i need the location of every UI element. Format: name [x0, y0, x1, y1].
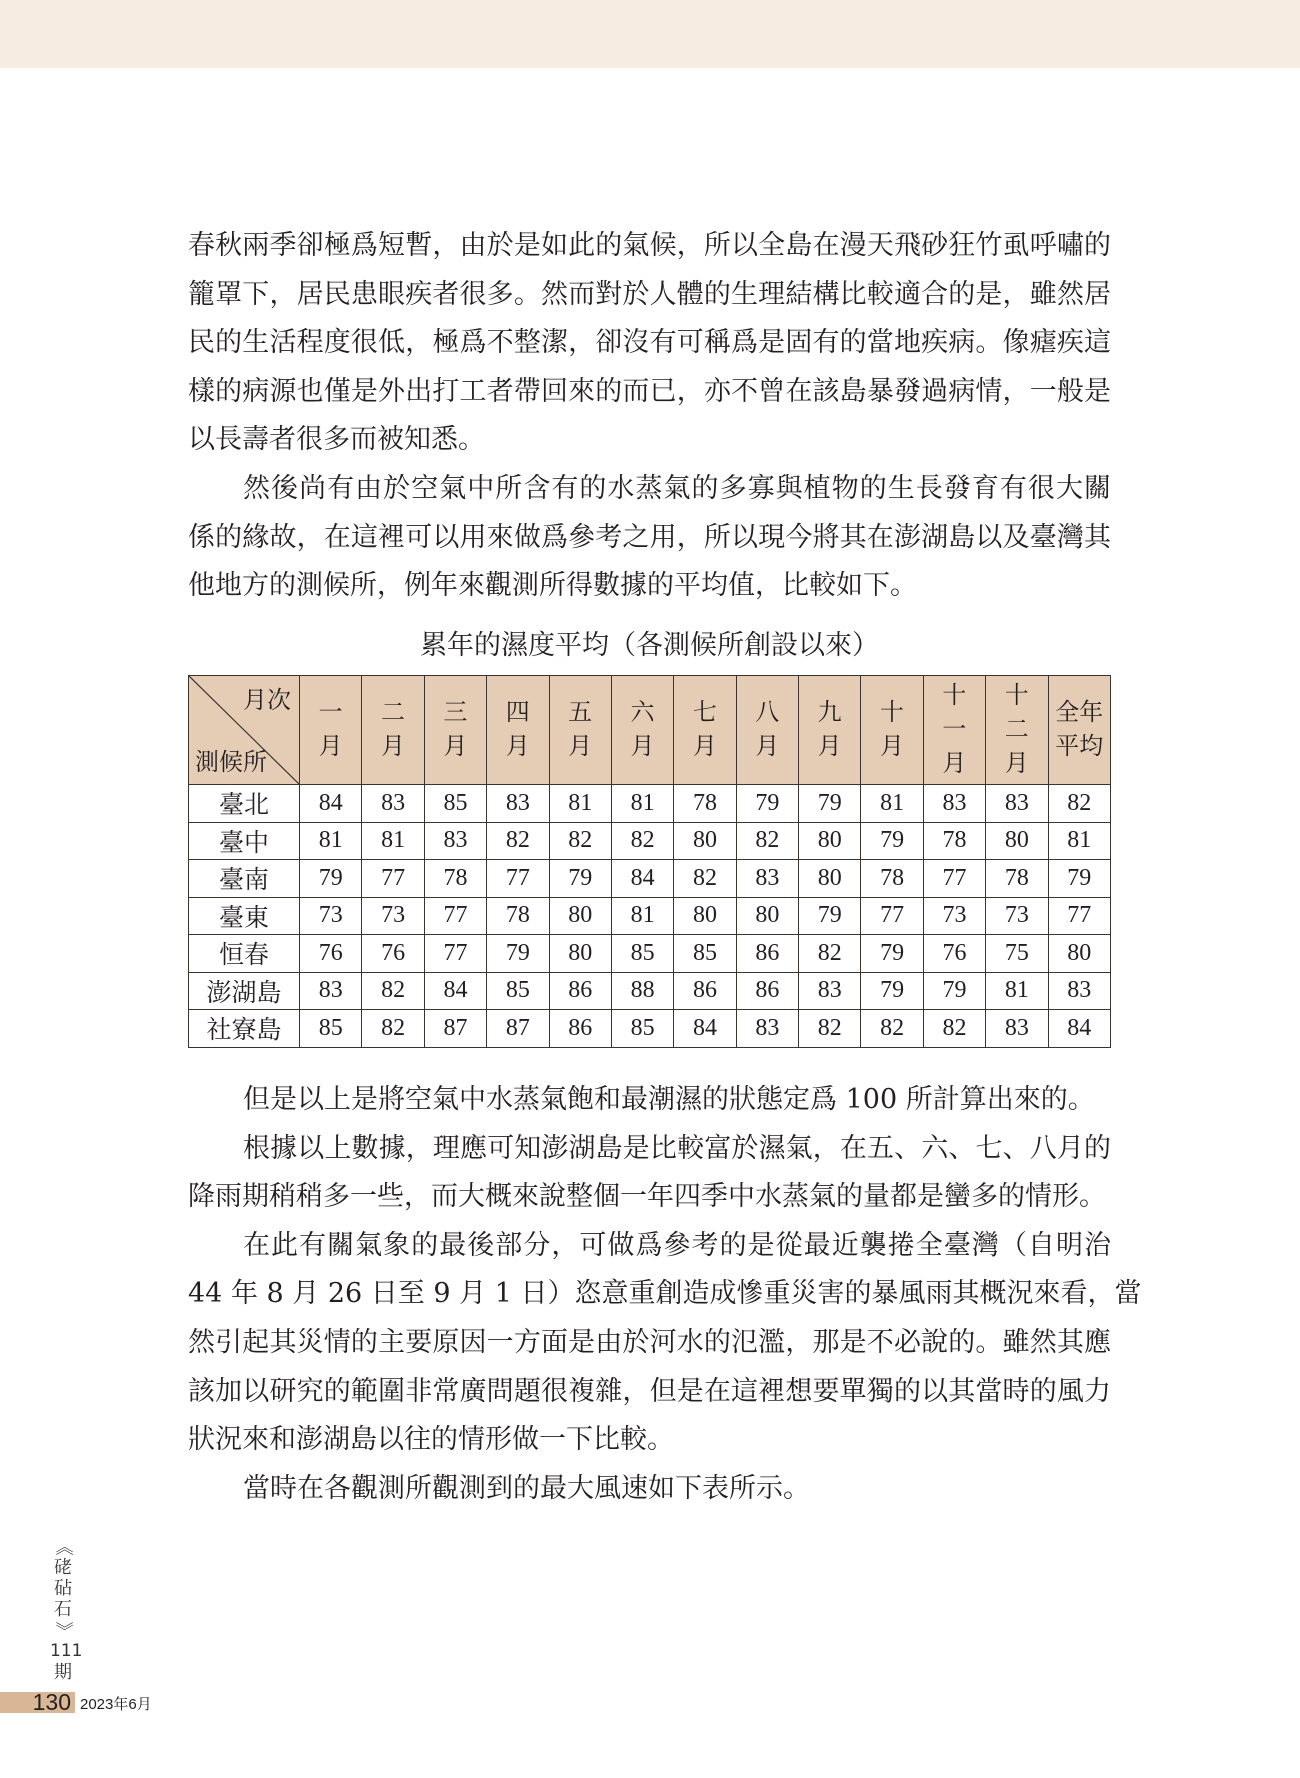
station-name: 臺中: [189, 822, 300, 860]
humidity-value: 76: [362, 935, 424, 973]
humidity-value: 80: [674, 897, 736, 935]
column-header-label: 六月: [630, 700, 655, 760]
column-header: [799, 676, 861, 785]
humidity-value: 77: [1048, 897, 1111, 935]
table-row: [189, 785, 1111, 823]
column-header: [923, 676, 985, 785]
humidity-value: 79: [736, 785, 798, 823]
column-header-label: 全年平均: [1055, 700, 1104, 760]
issue-suffix: 期: [54, 1662, 72, 1683]
corner-month-label: 月次: [243, 688, 291, 714]
humidity-value: 86: [736, 935, 798, 973]
text-line: 然引起其災情的主要原因一方面是由於河水的氾濫，那是不必說的。雖然其應: [188, 1326, 1111, 1358]
column-header-label: 四月: [505, 700, 530, 760]
humidity-value: 84: [1048, 1010, 1111, 1048]
humidity-value: 81: [1048, 822, 1111, 860]
humidity-value: 73: [923, 897, 985, 935]
column-header-label: 八月: [755, 700, 780, 760]
table-row: [189, 897, 1111, 935]
humidity-value: 79: [549, 860, 611, 898]
humidity-value: 73: [362, 897, 424, 935]
station-name: 臺南: [189, 860, 300, 898]
humidity-value: 82: [611, 822, 673, 860]
humidity-value: 76: [300, 935, 362, 973]
column-header-label: 九月: [817, 700, 842, 760]
journal-title-char: 砧: [54, 1578, 72, 1599]
humidity-value: 75: [986, 935, 1048, 973]
corner-station-label: 測候所: [195, 750, 267, 776]
paragraph: [188, 1125, 1111, 1222]
humidity-value: 83: [986, 1010, 1048, 1048]
humidity-value: 83: [799, 972, 861, 1010]
humidity-value: 79: [861, 972, 923, 1010]
humidity-value: 85: [300, 1010, 362, 1048]
humidity-value: 82: [799, 1010, 861, 1048]
column-header: [674, 676, 736, 785]
humidity-value: 82: [736, 822, 798, 860]
humidity-value: 77: [424, 935, 486, 973]
text-line: 春秋兩季卻極爲短暫，由於是如此的氣候，所以全島在漫天飛砂狂竹虱呼嘯的: [188, 230, 1111, 261]
text-line: 然後尚有由於空氣中所含有的水蒸氣的多寡與植物的生長發育有很大關: [243, 472, 1111, 504]
humidity-value: 77: [487, 860, 549, 898]
column-header-label: 十月: [880, 700, 905, 760]
journal-title-char: 硓: [54, 1557, 72, 1578]
humidity-value: 84: [674, 1010, 736, 1048]
humidity-value: 79: [861, 935, 923, 973]
humidity-value: 79: [300, 860, 362, 898]
humidity-value: 81: [861, 785, 923, 823]
humidity-value: 79: [923, 972, 985, 1010]
text-line: 但是以上是將空氣中水蒸氣飽和最潮濕的狀態定爲 100 所計算出來的。: [243, 1084, 1095, 1115]
humidity-value: 80: [799, 860, 861, 898]
table-header-row: [189, 676, 1111, 785]
paragraph: [188, 222, 1111, 465]
humidity-value: 83: [736, 860, 798, 898]
humidity-value: 80: [986, 822, 1048, 860]
station-name: 社寮島: [189, 1010, 300, 1048]
body-text-after-table: [188, 1076, 1142, 1513]
humidity-value: 87: [424, 1010, 486, 1048]
humidity-value: 84: [300, 785, 362, 823]
humidity-value: 79: [799, 785, 861, 823]
text-line: 當時在各觀測所觀測到的最大風速如下表所示。: [243, 1472, 810, 1504]
humidity-value: 85: [674, 935, 736, 973]
humidity-value: 87: [487, 1010, 549, 1048]
humidity-value: 80: [799, 822, 861, 860]
column-header-label: 三月: [443, 700, 468, 760]
table-corner-cell: [189, 676, 300, 785]
issue-number: 111: [50, 1641, 83, 1661]
humidity-value: 82: [923, 1010, 985, 1048]
column-header-label: 五月: [568, 700, 593, 760]
text-line: 狀況來和澎湖島以往的情形做一下比較。: [188, 1424, 674, 1456]
text-line: 該加以研究的範圍非常廣問題很複雜，但是在這裡想要單獨的以其當時的風力: [188, 1375, 1111, 1407]
humidity-value: 82: [362, 972, 424, 1010]
table-row: [189, 822, 1111, 860]
station-name: 臺北: [189, 785, 300, 823]
humidity-value: 73: [986, 897, 1048, 935]
column-header: [487, 676, 549, 785]
column-header-label: 一月: [318, 700, 343, 760]
humidity-value: 82: [799, 935, 861, 973]
text-line: 樣的病源也僅是外出打工者帶回來的而已，亦不曾在該島暴發過病情，一般是: [188, 375, 1111, 407]
humidity-value: 82: [487, 822, 549, 860]
humidity-value: 78: [861, 860, 923, 898]
humidity-value: 77: [861, 897, 923, 935]
humidity-value: 88: [611, 972, 673, 1010]
humidity-value: 86: [549, 1010, 611, 1048]
humidity-value: 85: [424, 785, 486, 823]
humidity-value: 83: [362, 785, 424, 823]
humidity-value: 81: [549, 785, 611, 823]
table-row: [189, 860, 1111, 898]
column-header-label: 二月: [381, 700, 406, 760]
page-number-bar: [0, 1689, 75, 1715]
humidity-value: 73: [300, 897, 362, 935]
text-line: 降雨期稍稍多一些，而大概來說整個一年四季中水蒸氣的量都是蠻多的情形。: [188, 1181, 1106, 1213]
humidity-value: 83: [487, 785, 549, 823]
column-header: [861, 676, 923, 785]
humidity-table: [188, 675, 1111, 1048]
paragraph: [188, 465, 1111, 611]
humidity-value: 80: [736, 897, 798, 935]
humidity-value: 81: [611, 785, 673, 823]
humidity-value: 83: [1048, 972, 1111, 1010]
humidity-value: 85: [487, 972, 549, 1010]
station-name: 澎湖島: [189, 972, 300, 1010]
humidity-value: 84: [611, 860, 673, 898]
humidity-value: 86: [549, 972, 611, 1010]
humidity-value: 78: [923, 822, 985, 860]
humidity-value: 78: [487, 897, 549, 935]
column-header-label: 七月: [692, 700, 717, 760]
humidity-value: 82: [362, 1010, 424, 1048]
issue-date: 2023年6月: [80, 1696, 152, 1713]
text-line: 民的生活程度很低，極爲不整潔，卻沒有可稱爲是固有的當地疾病。像瘧疾這: [188, 327, 1111, 359]
humidity-value: 77: [923, 860, 985, 898]
humidity-value: 81: [300, 822, 362, 860]
journal-title-char: 《: [52, 1537, 74, 1556]
body-text-before-table: [188, 222, 1111, 611]
column-header: [1048, 676, 1111, 785]
humidity-value: 78: [424, 860, 486, 898]
humidity-value: 81: [986, 972, 1048, 1010]
station-name: 臺東: [189, 897, 300, 935]
humidity-value: 82: [861, 1010, 923, 1048]
journal-title-vertical: [50, 1536, 83, 1683]
text-line: 他地方的測候所，例年來觀測所得數據的平均值，比較如下。: [188, 570, 917, 602]
humidity-value: 80: [549, 897, 611, 935]
column-header: [736, 676, 798, 785]
humidity-value: 81: [362, 822, 424, 860]
paragraph: [188, 1465, 1111, 1514]
humidity-value: 79: [1048, 860, 1111, 898]
humidity-value: 84: [424, 972, 486, 1010]
table-caption: 累年的濕度平均（各測候所創設以來）: [420, 630, 879, 661]
top-header-band: [0, 0, 1300, 68]
humidity-value: 83: [424, 822, 486, 860]
humidity-value: 86: [674, 972, 736, 1010]
humidity-value: 82: [1048, 785, 1111, 823]
humidity-value: 80: [674, 822, 736, 860]
column-header: [424, 676, 486, 785]
page-number: 130: [32, 1689, 71, 1715]
column-header: [549, 676, 611, 785]
humidity-value: 80: [1048, 935, 1111, 973]
humidity-value: 83: [300, 972, 362, 1010]
humidity-value: 83: [986, 785, 1048, 823]
journal-title-char: 石: [54, 1599, 72, 1620]
column-header: [300, 676, 362, 785]
humidity-value: 79: [799, 897, 861, 935]
humidity-value: 79: [487, 935, 549, 973]
column-header-label: 十一月: [942, 683, 967, 777]
humidity-value: 76: [923, 935, 985, 973]
text-line: 根據以上數據，理應可知澎湖島是比較富於濕氣，在五、六、七、八月的: [243, 1132, 1111, 1164]
column-header: [362, 676, 424, 785]
text-line: 籠罩下，居民患眼疾者很多。然而對於人體的生理結構比較適合的是，雖然居: [188, 278, 1111, 310]
text-line: 係的緣故，在這裡可以用來做爲參考之用，所以現今將其在澎湖島以及臺灣其: [188, 521, 1111, 553]
text-line: 44 年 8 月 26 日至 9 月 1 日）恣意重創造成慘重災害的暴風雨其概況來看，當: [188, 1278, 1142, 1310]
humidity-value: 83: [923, 785, 985, 823]
table-row: [189, 1010, 1111, 1048]
humidity-value: 80: [549, 935, 611, 973]
text-line: 以長壽者很多而被知悉。: [188, 424, 485, 456]
humidity-value: 85: [611, 1010, 673, 1048]
humidity-value: 78: [674, 785, 736, 823]
table-row: [189, 972, 1111, 1010]
humidity-value: 77: [362, 860, 424, 898]
humidity-value: 83: [736, 1010, 798, 1048]
table-row: [189, 935, 1111, 973]
humidity-value: 82: [674, 860, 736, 898]
column-header: [986, 676, 1048, 785]
humidity-value: 77: [424, 897, 486, 935]
humidity-value: 78: [986, 860, 1048, 898]
humidity-value: 82: [549, 822, 611, 860]
station-name: 恒春: [189, 935, 300, 973]
humidity-value: 85: [611, 935, 673, 973]
humidity-value: 81: [611, 897, 673, 935]
paragraph: [188, 1076, 1111, 1125]
text-line: 在此有關氣象的最後部分，可做爲參考的是從最近襲捲全臺灣（自明治: [243, 1229, 1111, 1261]
column-header-label: 十二月: [1004, 683, 1029, 777]
journal-title-char: 》: [52, 1621, 74, 1640]
humidity-value: 79: [861, 822, 923, 860]
humidity-value: 86: [736, 972, 798, 1010]
paragraph: [188, 1222, 1142, 1465]
column-header: [611, 676, 673, 785]
